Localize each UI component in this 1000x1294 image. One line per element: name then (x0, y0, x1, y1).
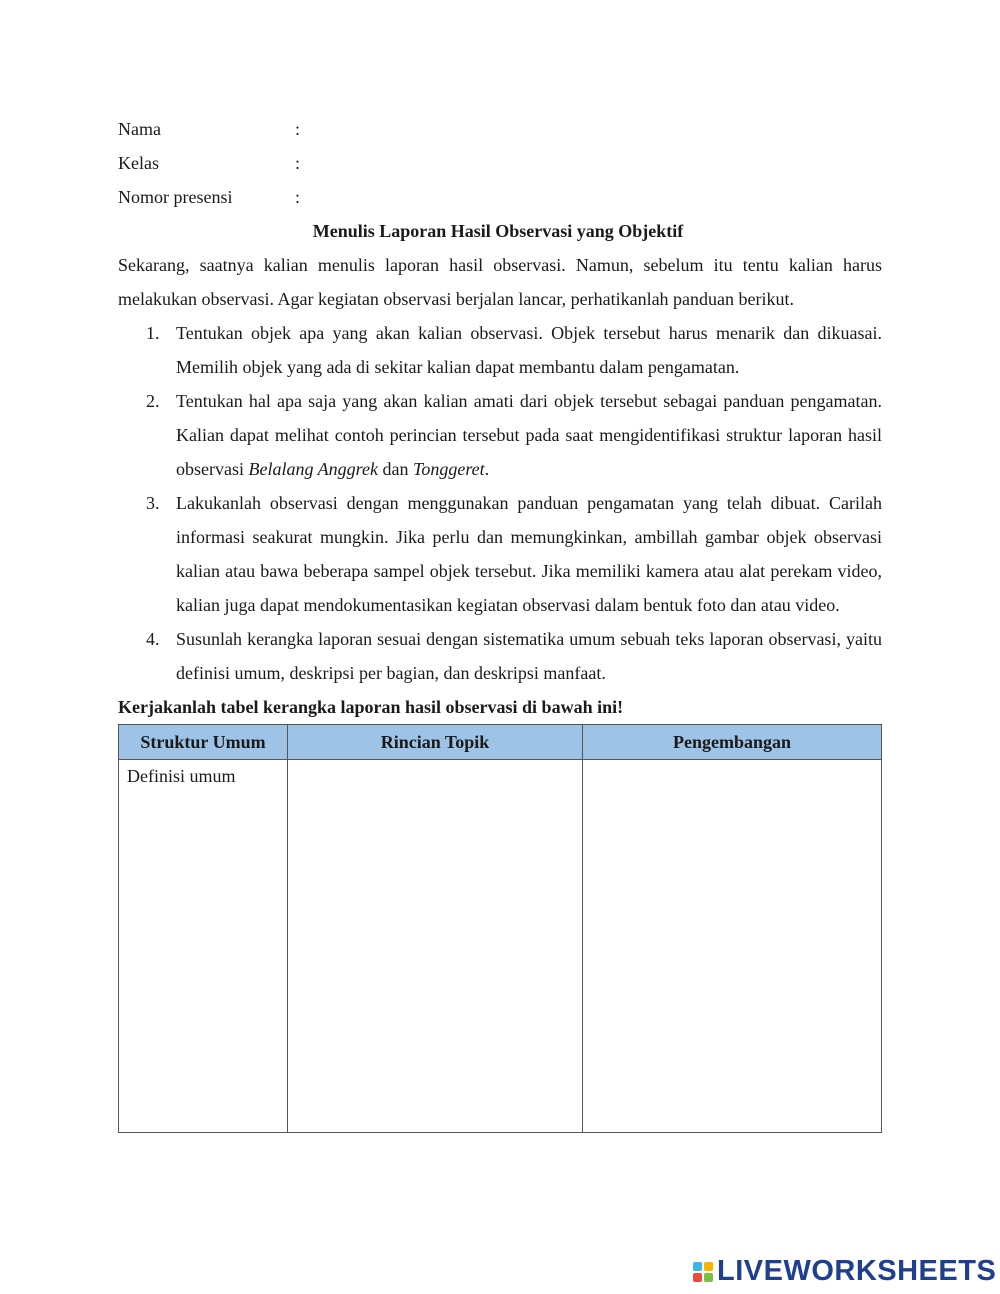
liveworksheets-logo-icon (693, 1262, 713, 1282)
class-label: Kelas (118, 153, 159, 173)
attendance-number-label: Nomor presensi (118, 187, 233, 207)
worksheet-page (118, 112, 882, 1133)
cell-general-definition: Definisi umum (119, 760, 288, 1133)
header-topic-details: Rincian Topik (288, 725, 583, 760)
name-separator: : (295, 119, 301, 139)
table-header-row (119, 725, 882, 760)
liveworksheets-logo (693, 1255, 996, 1288)
brand-name: LIVEWORKSHEETS (717, 1255, 997, 1287)
table-instruction: Kerjakanlah tabel kerangka laporan hasil observasi di bawah ini! (118, 697, 624, 717)
header-development: Pengembangan (583, 725, 882, 760)
step-number: 4. (146, 629, 160, 649)
step-text (176, 384, 882, 486)
report-outline-table (118, 724, 882, 1133)
list-item (118, 622, 882, 690)
step-text-part: Tentukan hal apa saja yang akan kalian amati dari objek tersebut sebagai panduan pengamatan. Kalian dapat melihat contoh perincian tersebut pada saat mengidentifikasi struktur laporan hasil observasi (176, 391, 882, 479)
step-text: Lakukanlah observasi dengan menggunakan panduan pengamatan yang telah dibuat. Carilah informasi seakurat mungkin. Jika perlu dan memungkinkan, ambillah gambar objek observasi kalian atau bawa beberapa sampel objek tersebut. Jika memiliki kamera atau alat perekam video, kalian juga dapat mendokumentasikan kegiatan observasi dalam bentuk foto dan atau video. (176, 493, 882, 615)
header-general-structure: Struktur Umum (119, 725, 288, 760)
step-number: 1. (146, 323, 160, 343)
class-field-row (118, 146, 882, 180)
class-separator: : (295, 153, 301, 173)
step-number: 3. (146, 493, 160, 513)
step-text-part: dan (377, 459, 413, 479)
attendance-number-field-row (118, 180, 882, 214)
list-item (118, 316, 882, 384)
example-title-1: Belalang Anggrek (248, 459, 378, 479)
page-title: Menulis Laporan Hasil Observasi yang Objektif (312, 221, 684, 241)
list-item (118, 384, 882, 486)
list-item (118, 486, 882, 622)
step-text: Tentukan objek apa yang akan kalian observasi. Objek tersebut harus menarik dan dikuasai. Memilih objek yang ada di sekitar kalian dapat membantu dalam pengamatan. (176, 323, 882, 377)
step-text: Susunlah kerangka laporan sesuai dengan sistematika umum sebuah teks laporan observasi, yaitu definisi umum, deskripsi per bagian, dan deskripsi manfaat. (176, 629, 882, 683)
step-text-part: . (484, 459, 490, 479)
guide-steps-list (118, 316, 882, 690)
example-title-2: Tonggeret (412, 459, 485, 479)
name-field-row (118, 112, 882, 146)
cell-topic-details-input[interactable] (288, 760, 583, 1133)
step-number: 2. (146, 391, 160, 411)
attendance-number-separator: : (295, 187, 301, 207)
table-row (119, 760, 882, 1133)
intro-paragraph: Sekarang, saatnya kalian menulis laporan hasil observasi. Namun, sebelum itu tentu kalian harus melakukan observasi. Agar kegiatan observasi berjalan lancar, perhatikanlah panduan berikut. (118, 255, 882, 309)
name-label: Nama (118, 119, 161, 139)
cell-development-input[interactable] (583, 760, 882, 1133)
